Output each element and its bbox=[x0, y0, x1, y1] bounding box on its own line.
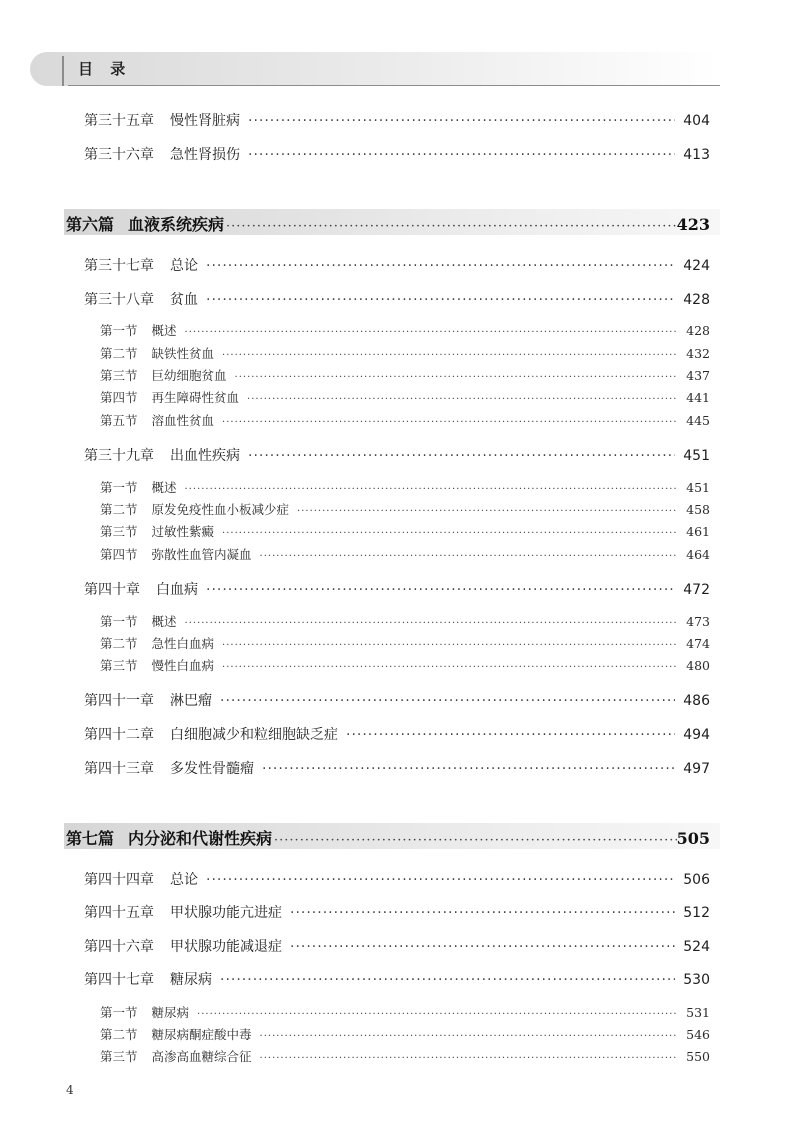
page-ref: 404 bbox=[683, 113, 710, 129]
section-number: 第三节 bbox=[100, 658, 138, 673]
chapter-number: 第四十二章 bbox=[84, 727, 154, 743]
toc-section[interactable] bbox=[100, 500, 710, 518]
section-title: 糖尿病 bbox=[151, 1005, 190, 1020]
page-ref: 512 bbox=[683, 905, 710, 921]
page-ref: 423 bbox=[676, 215, 710, 234]
section-number: 第三节 bbox=[100, 368, 138, 383]
toc-section[interactable] bbox=[100, 1047, 710, 1065]
chapter-number: 第三十六章 bbox=[84, 147, 154, 163]
dot-leader bbox=[220, 693, 675, 709]
page-ref: 530 bbox=[683, 972, 710, 988]
page-ref: 473 bbox=[686, 614, 710, 629]
toc-section[interactable] bbox=[100, 344, 710, 362]
section-title: 急性白血病 bbox=[151, 636, 215, 651]
toc-section[interactable] bbox=[100, 478, 710, 496]
section-number: 第二节 bbox=[100, 346, 138, 361]
toc-section[interactable] bbox=[100, 656, 710, 674]
chapter-title: 贫血 bbox=[170, 292, 198, 308]
page-ref: 424 bbox=[683, 258, 710, 274]
page-ref: 494 bbox=[683, 727, 710, 743]
dot-leader bbox=[206, 258, 675, 274]
section-number: 第二节 bbox=[100, 1027, 138, 1042]
dot-leader bbox=[260, 1027, 679, 1042]
section-number: 第二节 bbox=[100, 636, 138, 651]
section-title: 概述 bbox=[151, 480, 177, 495]
page-ref: 524 bbox=[683, 939, 710, 955]
section-number: 第四节 bbox=[100, 547, 138, 562]
dot-leader bbox=[297, 502, 678, 517]
toc-chapter[interactable] bbox=[84, 869, 710, 889]
page-ref: 505 bbox=[676, 829, 710, 848]
chapter-title: 出血性疾病 bbox=[170, 448, 240, 464]
dot-leader bbox=[206, 292, 675, 308]
dot-leader bbox=[248, 448, 675, 464]
section-title: 原发免疫性血小板减少症 bbox=[151, 502, 290, 517]
page-ref: 546 bbox=[686, 1027, 710, 1042]
page-ref: 497 bbox=[683, 761, 710, 777]
toc-section[interactable] bbox=[100, 634, 710, 652]
chapter-title: 甲状腺功能减退症 bbox=[170, 939, 282, 955]
section-title: 糖尿病酮症酸中毒 bbox=[151, 1027, 252, 1042]
page-ref: 437 bbox=[686, 368, 710, 383]
toc-chapter[interactable] bbox=[84, 289, 710, 309]
dot-leader bbox=[248, 113, 675, 129]
dot-leader bbox=[222, 413, 678, 428]
toc-chapter[interactable] bbox=[84, 902, 710, 922]
chapter-number: 第四十章 bbox=[84, 582, 140, 598]
chapter-number: 第三十五章 bbox=[84, 113, 154, 129]
chapter-title: 甲状腺功能亢进症 bbox=[170, 905, 282, 921]
part-number: 第七篇 bbox=[66, 829, 115, 848]
section-title: 高渗高血糖综合征 bbox=[151, 1049, 252, 1064]
dot-leader bbox=[260, 1049, 679, 1064]
section-number: 第二节 bbox=[100, 502, 138, 517]
dot-leader bbox=[220, 972, 675, 988]
toc-chapter[interactable] bbox=[84, 969, 710, 989]
section-number: 第五节 bbox=[100, 413, 138, 428]
chapter-title: 白细胞减少和粒细胞缺乏症 bbox=[170, 727, 338, 743]
dot-leader bbox=[235, 368, 679, 383]
toc-section[interactable] bbox=[100, 1025, 710, 1043]
toc-chapter[interactable] bbox=[84, 579, 710, 599]
dot-leader bbox=[185, 480, 679, 495]
page-ref: 451 bbox=[683, 448, 710, 464]
section-title: 缺铁性贫血 bbox=[151, 346, 215, 361]
dot-leader bbox=[290, 939, 675, 955]
dot-leader bbox=[206, 582, 675, 598]
dot-leader bbox=[274, 829, 677, 848]
toc-section[interactable] bbox=[100, 612, 710, 630]
header-rule bbox=[68, 85, 720, 86]
dot-leader bbox=[206, 872, 675, 888]
section-number: 第四节 bbox=[100, 390, 138, 405]
page-ref: 474 bbox=[686, 636, 710, 651]
page-ref: 461 bbox=[686, 524, 710, 539]
dot-leader bbox=[290, 905, 675, 921]
chapter-title: 白血病 bbox=[156, 582, 198, 598]
chapter-number: 第三十九章 bbox=[84, 448, 154, 464]
dot-leader bbox=[247, 390, 678, 405]
toc-chapter[interactable] bbox=[84, 690, 710, 710]
toc-chapter[interactable] bbox=[84, 758, 710, 778]
section-title: 再生障碍性贫血 bbox=[151, 390, 240, 405]
toc-section[interactable] bbox=[100, 522, 710, 540]
page-ref: 506 bbox=[683, 872, 710, 888]
section-number: 第一节 bbox=[100, 614, 138, 629]
chapter-title: 慢性肾脏病 bbox=[170, 113, 240, 129]
chapter-number: 第四十五章 bbox=[84, 905, 154, 921]
chapter-title: 淋巴瘤 bbox=[170, 693, 212, 709]
dot-leader bbox=[260, 547, 679, 562]
section-number: 第一节 bbox=[100, 323, 138, 338]
page-ref: 451 bbox=[686, 480, 710, 495]
toc-part[interactable] bbox=[66, 826, 710, 849]
toc-section[interactable] bbox=[100, 321, 710, 339]
header-band bbox=[30, 52, 720, 86]
chapter-number: 第四十三章 bbox=[84, 761, 154, 777]
section-title: 巨幼细胞贫血 bbox=[151, 368, 227, 383]
chapter-title: 多发性骨髓瘤 bbox=[170, 761, 254, 777]
toc-chapter[interactable] bbox=[84, 445, 710, 465]
page-ref: 441 bbox=[686, 390, 710, 405]
dot-leader bbox=[262, 761, 675, 777]
dot-leader bbox=[346, 727, 675, 743]
part-number: 第六篇 bbox=[66, 215, 115, 234]
chapter-number: 第四十一章 bbox=[84, 693, 154, 709]
chapter-title: 总论 bbox=[170, 258, 198, 274]
dot-leader bbox=[222, 636, 678, 651]
section-title: 概述 bbox=[151, 323, 177, 338]
dot-leader bbox=[248, 147, 675, 163]
chapter-title: 急性肾损伤 bbox=[170, 147, 240, 163]
chapter-number: 第三十七章 bbox=[84, 258, 154, 274]
section-title: 过敏性紫癜 bbox=[151, 524, 215, 539]
dot-leader bbox=[222, 346, 678, 361]
section-title: 慢性白血病 bbox=[151, 658, 215, 673]
page-ref: 464 bbox=[686, 547, 710, 562]
toc-section[interactable] bbox=[100, 1003, 710, 1021]
chapter-number: 第四十四章 bbox=[84, 872, 154, 888]
page-ref: 486 bbox=[683, 693, 710, 709]
toc-chapter[interactable] bbox=[84, 724, 710, 744]
page-ref: 432 bbox=[686, 346, 710, 361]
section-number: 第三节 bbox=[100, 1049, 138, 1064]
page-ref: 480 bbox=[686, 658, 710, 673]
part-title: 血液系统疾病 bbox=[128, 215, 225, 234]
dot-leader bbox=[185, 614, 679, 629]
section-number: 第一节 bbox=[100, 480, 138, 495]
chapter-number: 第三十八章 bbox=[84, 292, 154, 308]
header-divider bbox=[62, 56, 64, 86]
section-number: 第一节 bbox=[100, 1005, 138, 1020]
section-title: 概述 bbox=[151, 614, 177, 629]
toc-chapter[interactable] bbox=[84, 110, 710, 130]
dot-leader bbox=[185, 323, 679, 338]
page-ref: 413 bbox=[683, 147, 710, 163]
toc-section[interactable] bbox=[100, 545, 710, 563]
dot-leader bbox=[222, 658, 678, 673]
page-title: 目 录 bbox=[78, 60, 132, 78]
dot-leader bbox=[226, 215, 677, 234]
section-number: 第三节 bbox=[100, 524, 138, 539]
part-title: 内分泌和代谢性疾病 bbox=[128, 829, 273, 848]
chapter-title: 总论 bbox=[170, 872, 198, 888]
page-ref: 428 bbox=[686, 323, 710, 338]
page-ref: 550 bbox=[686, 1049, 710, 1064]
toc-section[interactable] bbox=[100, 366, 710, 384]
chapter-number: 第四十七章 bbox=[84, 972, 154, 988]
page-ref: 428 bbox=[683, 292, 710, 308]
page-number: 4 bbox=[66, 1083, 74, 1097]
toc-chapter[interactable] bbox=[84, 936, 710, 956]
toc-section[interactable] bbox=[100, 388, 710, 406]
page-ref: 458 bbox=[686, 502, 710, 517]
page-ref: 472 bbox=[683, 582, 710, 598]
section-title: 弥散性血管内凝血 bbox=[151, 547, 252, 562]
toc-part[interactable] bbox=[66, 212, 710, 235]
section-title: 溶血性贫血 bbox=[151, 413, 215, 428]
chapter-number: 第四十六章 bbox=[84, 939, 154, 955]
page-ref: 531 bbox=[686, 1005, 710, 1020]
chapter-title: 糖尿病 bbox=[170, 972, 212, 988]
dot-leader bbox=[197, 1005, 678, 1020]
toc-section[interactable] bbox=[100, 411, 710, 429]
page-ref: 445 bbox=[686, 413, 710, 428]
dot-leader bbox=[222, 524, 678, 539]
toc-chapter[interactable] bbox=[84, 255, 710, 275]
toc-chapter[interactable] bbox=[84, 144, 710, 164]
